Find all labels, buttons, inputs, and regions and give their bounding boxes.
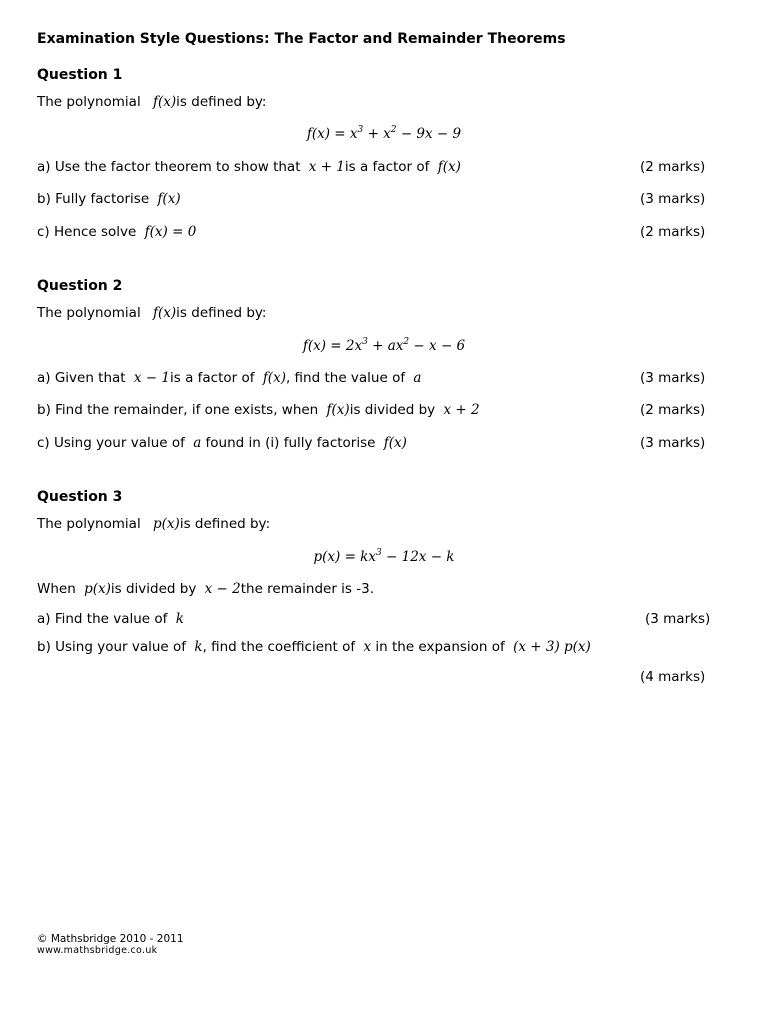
equation-term: − x − 6 xyxy=(409,338,466,354)
math-expression: x xyxy=(363,639,372,655)
exponent: 2 xyxy=(390,125,397,135)
question-2-equation xyxy=(0,337,768,354)
marks-label: (4 marks) xyxy=(640,669,706,685)
math-expression: p(x) xyxy=(84,581,111,597)
math-expression: f(x) xyxy=(326,402,350,418)
math-expression: a xyxy=(193,435,202,451)
math-expression: x − 2 xyxy=(204,581,241,597)
page-title: Examination Style Questions: The Factor and Remainder Theorems xyxy=(37,31,566,47)
equation-term: − 12x − k xyxy=(381,549,455,565)
footer-copyright: © Mathsbridge 2010 - 2011 xyxy=(37,933,184,945)
question-1c xyxy=(37,224,196,240)
question-3b xyxy=(37,639,591,655)
part-text: found in (i) fully factorise xyxy=(205,435,376,451)
part-text: c) Hence solve xyxy=(37,224,137,240)
math-expression: x − 1 xyxy=(133,370,171,386)
question-3-intro xyxy=(37,516,270,532)
math-expression: a xyxy=(413,370,422,386)
intro-text-end: is defined by: xyxy=(176,94,267,110)
exponent: 3 xyxy=(357,125,364,135)
exponent: 3 xyxy=(375,548,382,558)
math-expression: f(x) xyxy=(437,159,461,175)
marks-label: (3 marks) xyxy=(640,191,706,207)
equation-term: f(x) = 2x xyxy=(302,338,363,354)
footer-website: www.mathsbridge.co.uk xyxy=(37,945,158,956)
intro-text-end: is defined by: xyxy=(176,305,267,321)
part-text: is divided by xyxy=(110,581,197,597)
math-expression: f(x) xyxy=(157,191,181,207)
intro-text: The polynomial xyxy=(37,516,141,532)
part-text: a) Find the value of xyxy=(37,611,168,627)
part-text: b) Find the remainder, if one exists, when xyxy=(37,402,319,418)
part-text: is divided by xyxy=(349,402,436,418)
part-text: is a factor of xyxy=(344,159,430,175)
intro-text: The polynomial xyxy=(37,94,141,110)
math-expression: f(x) = 0 xyxy=(144,224,197,240)
equation-term: − 9x − 9 xyxy=(396,126,462,142)
part-text: When xyxy=(37,581,76,597)
equation-term: + ax xyxy=(367,338,404,354)
question-1a xyxy=(37,159,461,175)
marks-label: (2 marks) xyxy=(640,402,706,418)
math-expression: f(x) xyxy=(383,435,407,451)
part-text: , find the value of xyxy=(285,370,406,386)
question-3a xyxy=(37,611,184,627)
intro-text-end: is defined by: xyxy=(179,516,271,532)
question-2-heading: Question 2 xyxy=(37,278,123,294)
question-3-heading: Question 3 xyxy=(37,489,123,505)
math-expression: x + 2 xyxy=(443,402,480,418)
exponent: 3 xyxy=(362,337,368,347)
question-2b xyxy=(37,402,480,418)
marks-label: (3 marks) xyxy=(640,370,706,386)
equation-term: p(x) = kx xyxy=(313,549,376,565)
question-1-intro xyxy=(37,94,266,110)
math-expression: (x + 3) p(x) xyxy=(513,639,591,655)
equation-lhs: f(x) = xyxy=(306,126,346,142)
part-text: b) Fully factorise xyxy=(37,191,150,207)
part-text: , find the coefficient of xyxy=(202,639,356,655)
part-text: c) Using your value of xyxy=(37,435,185,451)
part-text: b) Using your value of xyxy=(37,639,187,655)
question-3-condition xyxy=(37,581,374,597)
part-text: the remainder is -3. xyxy=(240,581,374,597)
math-expression: f(x) xyxy=(262,370,286,386)
question-1b xyxy=(37,191,181,207)
question-2c xyxy=(37,435,407,451)
function-symbol: f(x) xyxy=(153,305,177,321)
marks-label: (3 marks) xyxy=(645,611,711,627)
math-expression: k xyxy=(175,611,184,627)
math-expression: x + 1 xyxy=(308,159,345,175)
question-3-equation xyxy=(0,548,768,565)
exponent: 2 xyxy=(403,337,410,347)
function-symbol: f(x) xyxy=(153,94,177,110)
math-expression: k xyxy=(194,639,203,655)
part-text: a) Use the factor theorem to show that xyxy=(37,159,301,175)
equation-term: + x xyxy=(363,126,391,142)
question-2a xyxy=(37,370,421,386)
marks-label: (2 marks) xyxy=(640,224,706,240)
part-text: in the expansion of xyxy=(375,639,505,655)
part-text: is a factor of xyxy=(170,370,255,386)
question-1-heading: Question 1 xyxy=(37,67,123,83)
intro-text: The polynomial xyxy=(37,305,141,321)
part-text: a) Given that xyxy=(37,370,126,386)
function-symbol: p(x) xyxy=(153,516,180,532)
marks-label: (2 marks) xyxy=(640,159,706,175)
question-2-intro xyxy=(37,305,266,321)
question-1-equation xyxy=(0,125,768,142)
marks-label: (3 marks) xyxy=(640,435,706,451)
equation-term: x xyxy=(349,126,358,142)
